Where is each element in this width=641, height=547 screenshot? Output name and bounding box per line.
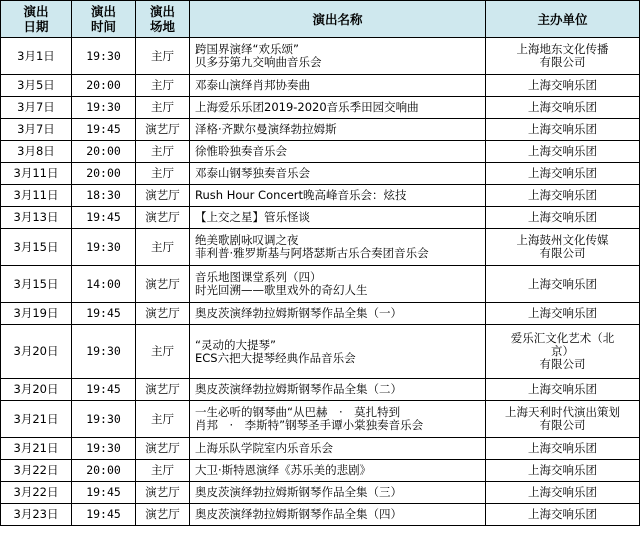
- header-time: 演出 时间: [72, 1, 136, 38]
- organizer-cell: 上海交响乐团: [486, 504, 640, 526]
- organizer-cell: 上海交响乐团: [486, 303, 640, 325]
- table-row: [1, 401, 640, 438]
- header-organizer: 主办单位: [486, 1, 640, 38]
- organizer-cell: 爱乐汇文化艺术（北 京） 有限公司: [486, 325, 640, 379]
- venue-cell: 主厅: [136, 460, 190, 482]
- venue-cell: 演艺厅: [136, 185, 190, 207]
- date-cell: 3月22日: [1, 482, 72, 504]
- venue-cell: 主厅: [136, 401, 190, 438]
- performance-name-cell: Rush Hour Concert晚高峰音乐会：炫技: [190, 185, 486, 207]
- performance-name-cell: “灵动的大提琴” ECS六把大提琴经典作品音乐会: [190, 325, 486, 379]
- performance-name-cell: 绝美歌剧咏叹调之夜 菲利普·雅罗斯基与阿塔瑟斯古乐合奏团音乐会: [190, 229, 486, 266]
- venue-cell: 主厅: [136, 141, 190, 163]
- table-row: [1, 75, 640, 97]
- date-cell: 3月22日: [1, 460, 72, 482]
- time-cell: 19:45: [72, 303, 136, 325]
- date-cell: 3月15日: [1, 229, 72, 266]
- performance-name-cell: 邓泰山演绎肖邦协奏曲: [190, 75, 486, 97]
- performance-name-cell: 大卫·斯特恩演绎《苏乐美的悲剧》: [190, 460, 486, 482]
- date-cell: 3月11日: [1, 163, 72, 185]
- time-cell: 20:00: [72, 75, 136, 97]
- performance-name-cell: 邓泰山钢琴独奏音乐会: [190, 163, 486, 185]
- date-cell: 3月5日: [1, 75, 72, 97]
- organizer-cell: 上海交响乐团: [486, 438, 640, 460]
- time-cell: 19:45: [72, 207, 136, 229]
- performance-name-cell: 徐惟聆独奏音乐会: [190, 141, 486, 163]
- table-row: [1, 97, 640, 119]
- venue-cell: 演艺厅: [136, 303, 190, 325]
- date-cell: 3月13日: [1, 207, 72, 229]
- date-cell: 3月21日: [1, 438, 72, 460]
- time-cell: 19:30: [72, 401, 136, 438]
- date-cell: 3月21日: [1, 401, 72, 438]
- venue-cell: 演艺厅: [136, 438, 190, 460]
- table-row: [1, 207, 640, 229]
- venue-cell: 主厅: [136, 325, 190, 379]
- table-row: [1, 438, 640, 460]
- venue-cell: 演艺厅: [136, 207, 190, 229]
- organizer-cell: 上海交响乐团: [486, 163, 640, 185]
- organizer-cell: 上海地东文化传播 有限公司: [486, 38, 640, 75]
- date-cell: 3月20日: [1, 325, 72, 379]
- table-row: [1, 379, 640, 401]
- table-row: [1, 119, 640, 141]
- organizer-cell: 上海天利时代演出策划 有限公司: [486, 401, 640, 438]
- time-cell: 19:30: [72, 325, 136, 379]
- header-row: [1, 1, 640, 38]
- venue-cell: 演艺厅: [136, 482, 190, 504]
- venue-cell: 主厅: [136, 97, 190, 119]
- performance-name-cell: 奥皮茨演绎勃拉姆斯钢琴作品全集（四）: [190, 504, 486, 526]
- time-cell: 20:00: [72, 460, 136, 482]
- table-row: [1, 504, 640, 526]
- date-cell: 3月7日: [1, 119, 72, 141]
- header-date: 演出 日期: [1, 1, 72, 38]
- table-row: [1, 482, 640, 504]
- organizer-cell: 上海交响乐团: [486, 207, 640, 229]
- performance-name-cell: 上海爱乐乐团2019-2020音乐季田园交响曲: [190, 97, 486, 119]
- table-row: [1, 325, 640, 379]
- table-row: [1, 266, 640, 303]
- performance-name-cell: 【上交之星】管乐怪谈: [190, 207, 486, 229]
- venue-cell: 演艺厅: [136, 266, 190, 303]
- time-cell: 19:30: [72, 438, 136, 460]
- time-cell: 19:30: [72, 97, 136, 119]
- organizer-cell: 上海交响乐团: [486, 460, 640, 482]
- table-row: [1, 185, 640, 207]
- organizer-cell: 上海鼓州文化传媒 有限公司: [486, 229, 640, 266]
- time-cell: 19:45: [72, 504, 136, 526]
- table-row: [1, 163, 640, 185]
- time-cell: 19:45: [72, 379, 136, 401]
- organizer-cell: 上海交响乐团: [486, 482, 640, 504]
- performance-name-cell: 奥皮茨演绎勃拉姆斯钢琴作品全集（一）: [190, 303, 486, 325]
- date-cell: 3月7日: [1, 97, 72, 119]
- date-cell: 3月1日: [1, 38, 72, 75]
- time-cell: 19:45: [72, 482, 136, 504]
- table-row: [1, 141, 640, 163]
- time-cell: 20:00: [72, 163, 136, 185]
- date-cell: 3月15日: [1, 266, 72, 303]
- date-cell: 3月11日: [1, 185, 72, 207]
- date-cell: 3月19日: [1, 303, 72, 325]
- header-performance-name: 演出名称: [190, 1, 486, 38]
- performance-name-cell: 奥皮茨演绎勃拉姆斯钢琴作品全集（三）: [190, 482, 486, 504]
- time-cell: 19:45: [72, 119, 136, 141]
- date-cell: 3月20日: [1, 379, 72, 401]
- organizer-cell: 上海交响乐团: [486, 185, 640, 207]
- organizer-cell: 上海交响乐团: [486, 97, 640, 119]
- performance-name-cell: 奥皮茨演绎勃拉姆斯钢琴作品全集（二）: [190, 379, 486, 401]
- table-row: [1, 38, 640, 75]
- venue-cell: 演艺厅: [136, 504, 190, 526]
- organizer-cell: 上海交响乐团: [486, 379, 640, 401]
- time-cell: 14:00: [72, 266, 136, 303]
- table-row: [1, 229, 640, 266]
- date-cell: 3月23日: [1, 504, 72, 526]
- time-cell: 18:30: [72, 185, 136, 207]
- performance-name-cell: 泽格·齐默尔曼演绎勃拉姆斯: [190, 119, 486, 141]
- venue-cell: 主厅: [136, 38, 190, 75]
- date-cell: 3月8日: [1, 141, 72, 163]
- organizer-cell: 上海交响乐团: [486, 119, 640, 141]
- venue-cell: 主厅: [136, 163, 190, 185]
- time-cell: 19:30: [72, 229, 136, 266]
- venue-cell: 演艺厅: [136, 379, 190, 401]
- table-body: [1, 38, 640, 526]
- venue-cell: 演艺厅: [136, 119, 190, 141]
- venue-cell: 主厅: [136, 75, 190, 97]
- performance-name-cell: 跨国界演绎“欢乐颂” 贝多芬第九交响曲音乐会: [190, 38, 486, 75]
- time-cell: 19:30: [72, 38, 136, 75]
- table-row: [1, 303, 640, 325]
- time-cell: 20:00: [72, 141, 136, 163]
- performance-name-cell: 音乐地图课堂系列（四） 时光回溯——歌里戏外的奇幻人生: [190, 266, 486, 303]
- performance-name-cell: 上海乐队学院室内乐音乐会: [190, 438, 486, 460]
- organizer-cell: 上海交响乐团: [486, 141, 640, 163]
- header-venue: 演出 场地: [136, 1, 190, 38]
- performance-name-cell: 一生必听的钢琴曲“从巴赫 · 莫扎特到 肖邦 · 李斯特”钢琴圣手谭小棠独奏音乐会: [190, 401, 486, 438]
- organizer-cell: 上海交响乐团: [486, 266, 640, 303]
- table-row: [1, 460, 640, 482]
- organizer-cell: 上海交响乐团: [486, 75, 640, 97]
- venue-cell: 主厅: [136, 229, 190, 266]
